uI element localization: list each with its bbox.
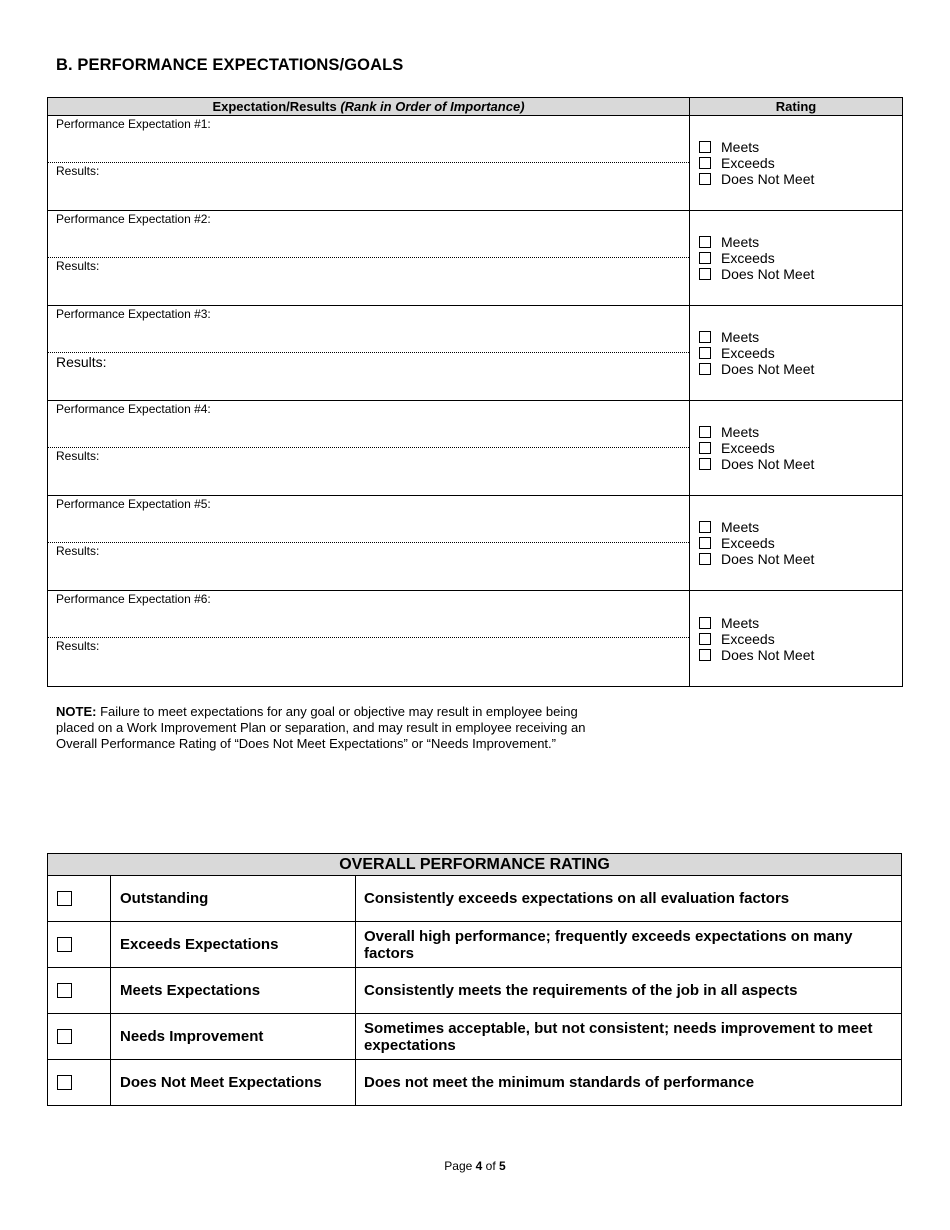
- expectation-cells: [48, 591, 690, 686]
- rating-cell: [690, 211, 902, 305]
- expectation-field[interactable]: [48, 306, 689, 353]
- rating-options: [699, 424, 814, 472]
- checkbox[interactable]: [699, 141, 711, 153]
- checkbox[interactable]: [699, 157, 711, 169]
- rating-options: [699, 519, 814, 567]
- rating-description: Overall high performance; frequently exceeds expectations on many factors: [364, 927, 853, 962]
- rating-cell: [690, 401, 902, 495]
- rating-option-label: Does Not Meet: [721, 266, 815, 282]
- rating-label: Exceeds Expectations: [111, 922, 356, 967]
- rating-option-label: Does Not Meet: [721, 456, 815, 472]
- rating-checkbox-cell: [48, 1060, 111, 1105]
- expectation-field[interactable]: [48, 591, 689, 638]
- rating-option-label: Meets: [721, 234, 760, 250]
- overall-rating-table: [47, 853, 902, 1106]
- checkbox[interactable]: [699, 442, 711, 454]
- expectation-row: [48, 496, 902, 591]
- rating-option-meets[interactable]: [699, 615, 814, 631]
- header-italic-text: (Rank in Order of Importance): [340, 99, 525, 114]
- expectation-row: [48, 591, 902, 686]
- checkbox[interactable]: [57, 983, 72, 998]
- rating-label: Meets Expectations: [111, 968, 356, 1013]
- rating-option-does-not-meet[interactable]: [699, 456, 814, 472]
- rating-cell: [690, 116, 902, 210]
- rating-option-label: Exceeds: [721, 630, 775, 647]
- rating-option-does-not-meet[interactable]: [699, 647, 814, 663]
- checkbox[interactable]: [699, 633, 711, 645]
- checkbox[interactable]: [699, 649, 711, 661]
- results-label: Results:: [56, 544, 100, 558]
- rating-description: Consistently meets the requirements of the job in all aspects: [364, 982, 798, 999]
- expectation-results-header: [48, 98, 690, 115]
- overall-rating-row: [48, 968, 901, 1014]
- rating-option-meets[interactable]: [699, 329, 814, 345]
- checkbox[interactable]: [699, 617, 711, 629]
- checkbox[interactable]: [699, 252, 711, 264]
- section-title: B. PERFORMANCE EXPECTATIONS/GOALS: [56, 56, 404, 74]
- rating-description: Sometimes acceptable, but not consistent; needs improvement to meet expectations: [364, 1019, 873, 1054]
- results-label: Results:: [56, 164, 100, 178]
- rating-option-label: Does Not Meet: [721, 361, 815, 377]
- checkbox[interactable]: [699, 521, 711, 533]
- expectation-row: [48, 401, 902, 496]
- results-field[interactable]: [48, 638, 689, 686]
- expectation-cells: [48, 211, 690, 305]
- expectation-label: Performance Expectation #1:: [56, 117, 211, 131]
- rating-checkbox-cell: [48, 1014, 111, 1059]
- rating-option-does-not-meet[interactable]: [699, 266, 814, 282]
- results-label: Results:: [56, 259, 100, 273]
- rating-option-label: Exceeds: [721, 155, 775, 171]
- expectations-table-header: [48, 98, 902, 116]
- overall-rating-row: [48, 1060, 901, 1105]
- rating-cell: [690, 591, 902, 686]
- rating-checkbox-cell: [48, 876, 111, 921]
- checkbox[interactable]: [699, 363, 711, 375]
- expectation-row: [48, 116, 902, 211]
- rating-option-does-not-meet[interactable]: [699, 171, 814, 187]
- rating-option-meets[interactable]: [699, 424, 814, 440]
- page-prefix: Page: [444, 1159, 476, 1173]
- expectation-cells: [48, 306, 690, 400]
- checkbox[interactable]: [699, 236, 711, 248]
- rating-option-label: Exceeds: [721, 440, 775, 456]
- checkbox[interactable]: [699, 331, 711, 343]
- checkbox[interactable]: [699, 347, 711, 359]
- checkbox[interactable]: [699, 537, 711, 549]
- rating-checkbox-cell: [48, 922, 111, 967]
- page-current: 4: [475, 1159, 483, 1173]
- rating-cell: [690, 496, 902, 590]
- checkbox[interactable]: [57, 1029, 72, 1044]
- rating-option-meets[interactable]: [699, 139, 814, 155]
- rating-description: Does not meet the minimum standards of performance: [364, 1074, 755, 1091]
- rating-option-label: Meets: [721, 139, 760, 155]
- rating-option-does-not-meet[interactable]: [699, 361, 814, 377]
- checkbox[interactable]: [699, 458, 711, 470]
- rating-checkbox-cell: [48, 968, 111, 1013]
- rating-label: Needs Improvement: [111, 1014, 356, 1059]
- header-main-text: Expectation/Results: [212, 99, 341, 114]
- checkbox[interactable]: [699, 173, 711, 185]
- rating-option-label: Exceeds: [721, 250, 775, 266]
- rating-option-label: Meets: [721, 614, 760, 631]
- page-total: 5: [499, 1159, 506, 1173]
- rating-option-label: Exceeds: [721, 535, 775, 551]
- results-field[interactable]: [48, 353, 689, 400]
- rating-options: [699, 139, 814, 187]
- expectation-label: Performance Expectation #5:: [56, 497, 211, 511]
- overall-rating-row: [48, 1014, 901, 1060]
- expectation-label: Performance Expectation #6:: [56, 592, 211, 606]
- expectation-field[interactable]: [48, 496, 689, 543]
- rating-header: Rating: [775, 99, 817, 114]
- rating-option-exceeds[interactable]: [699, 155, 814, 171]
- expectation-field[interactable]: [48, 401, 689, 448]
- rating-option-label: Meets: [721, 424, 760, 440]
- results-label: Results:: [56, 354, 107, 370]
- checkbox[interactable]: [57, 1075, 72, 1090]
- rating-option-exceeds[interactable]: [699, 535, 814, 551]
- results-field[interactable]: [48, 448, 689, 495]
- overall-rating-row: [48, 922, 901, 968]
- rating-label: Outstanding: [111, 876, 356, 921]
- expectation-label: Performance Expectation #4:: [56, 402, 211, 416]
- rating-options: [699, 329, 814, 377]
- rating-option-label: Does Not Meet: [721, 171, 815, 187]
- checkbox[interactable]: [699, 553, 711, 565]
- rating-option-exceeds[interactable]: [699, 631, 814, 647]
- rating-option-label: Meets: [721, 329, 760, 345]
- rating-option-meets[interactable]: [699, 234, 814, 250]
- overall-rating-title: OVERALL PERFORMANCE RATING: [48, 854, 901, 876]
- note-text: Failure to meet expectations for any goal or objective may result in employee being placed on a Work Improvement Plan or separation, and may result in employee receiving an Overall Performance Rating of “Does Not Meet Expectations” or “Needs Improvement.”: [56, 704, 586, 751]
- rating-option-label: Exceeds: [721, 345, 775, 361]
- checkbox[interactable]: [57, 891, 72, 906]
- rating-option-exceeds[interactable]: [699, 345, 814, 361]
- expectations-table: [47, 97, 903, 687]
- rating-option-meets[interactable]: [699, 519, 814, 535]
- page-of: of: [482, 1159, 500, 1173]
- expectation-label: Performance Expectation #3:: [56, 307, 211, 321]
- expectation-row: [48, 211, 902, 306]
- rating-cell: [690, 306, 902, 400]
- results-label: Results:: [56, 449, 100, 463]
- expectation-row: [48, 306, 902, 401]
- results-field[interactable]: [48, 163, 689, 210]
- rating-description: Consistently exceeds expectations on all evaluation factors: [364, 890, 790, 907]
- rating-option-label: Meets: [721, 519, 760, 535]
- rating-options: [699, 615, 814, 663]
- results-field[interactable]: [48, 258, 689, 305]
- expectation-cells: [48, 401, 690, 495]
- expectation-cells: [48, 116, 690, 210]
- rating-options: [699, 234, 814, 282]
- results-field[interactable]: [48, 543, 689, 590]
- expectation-cells: [48, 496, 690, 590]
- checkbox[interactable]: [57, 937, 72, 952]
- rating-option-label: Does Not Meet: [721, 646, 815, 663]
- rating-label: Does Not Meet Expectations: [111, 1060, 356, 1105]
- checkbox[interactable]: [699, 426, 711, 438]
- rating-option-exceeds[interactable]: [699, 440, 814, 456]
- expectation-field[interactable]: [48, 116, 689, 163]
- note-paragraph: [56, 704, 596, 752]
- note-prefix: NOTE:: [56, 704, 97, 719]
- expectation-field[interactable]: [48, 211, 689, 258]
- overall-rating-row: [48, 876, 901, 922]
- rating-option-does-not-meet[interactable]: [699, 551, 814, 567]
- rating-option-exceeds[interactable]: [699, 250, 814, 266]
- rating-option-label: Does Not Meet: [721, 551, 815, 567]
- page-footer: [0, 1159, 950, 1173]
- checkbox[interactable]: [699, 268, 711, 280]
- expectation-label: Performance Expectation #2:: [56, 212, 211, 226]
- results-label: Results:: [56, 639, 100, 653]
